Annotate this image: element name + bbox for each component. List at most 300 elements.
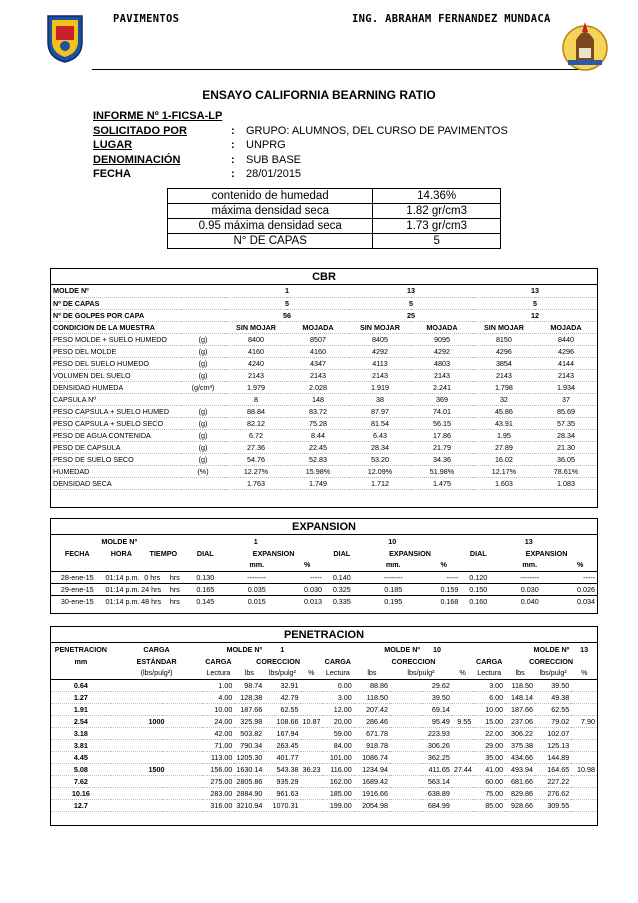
pen-m2-cell: 116.00 bbox=[322, 763, 354, 775]
cbr-cell: 4113 bbox=[349, 357, 411, 369]
pen-m3-cell: 118.50 bbox=[505, 679, 535, 691]
pen-m1-cell: 24.00 bbox=[202, 715, 234, 727]
cbr-data-row bbox=[51, 381, 597, 393]
cbr-cell: 4292 bbox=[349, 345, 411, 357]
h-lectura: Lectura bbox=[477, 668, 502, 678]
pen-m1-cell: 62.55 bbox=[264, 703, 300, 715]
cbr-row-label: PESO CAPSULA + SUELO SECO bbox=[51, 417, 181, 429]
expansion-molde-row bbox=[51, 535, 597, 547]
pen-m2-cell: 101.00 bbox=[322, 751, 354, 763]
expansion-e1p: 0.030 bbox=[303, 584, 322, 594]
cbr-cell: 75.28 bbox=[287, 417, 349, 429]
pen-data-row bbox=[51, 775, 597, 787]
cbr-cell: 83.72 bbox=[287, 405, 349, 417]
h-lectura: Lectura bbox=[206, 668, 231, 678]
cbr-cell: 2143 bbox=[473, 369, 535, 381]
pen-m1-cell: 935.29 bbox=[264, 775, 300, 787]
pen-m3-cell: 29.00 bbox=[473, 739, 505, 751]
header-expansion: EXPANSION bbox=[525, 548, 568, 558]
expansion-e2mm: 0.195 bbox=[384, 596, 403, 606]
expansion-title: EXPANSION bbox=[51, 519, 597, 535]
expansion-unit: hrs bbox=[169, 572, 180, 582]
expansion-molde-number: 10 bbox=[388, 536, 397, 546]
pen-m3-cell: 493.94 bbox=[505, 763, 535, 775]
pen-m2-cell: 59.00 bbox=[322, 727, 354, 739]
pen-m3-cell: 35.00 bbox=[473, 751, 505, 763]
cbr-cell: 6.72 bbox=[225, 429, 287, 441]
expansion-unit: hrs bbox=[169, 596, 180, 606]
capas-value: 5 bbox=[473, 297, 597, 309]
pen-data-row bbox=[51, 739, 597, 751]
pen-m1-cell: 128.38 bbox=[234, 691, 264, 703]
pen-data-row bbox=[51, 727, 597, 739]
header-carga: CARGA bbox=[324, 656, 351, 666]
expansion-unit: hrs bbox=[169, 584, 180, 594]
pen-m2-cell: 0.00 bbox=[322, 679, 354, 691]
expansion-molde-number: 13 bbox=[524, 536, 533, 546]
cbr-cell: 43.91 bbox=[473, 417, 535, 429]
cbr-cell: 2.028 bbox=[287, 381, 349, 393]
cbr-cell: 85.69 bbox=[535, 405, 597, 417]
condicion-value: SIN MOJAR bbox=[473, 321, 535, 333]
h-lectura: Lectura bbox=[325, 668, 350, 678]
cbr-cell: 1.083 bbox=[535, 477, 597, 489]
condicion-value: MOJADA bbox=[411, 321, 473, 333]
pen-m3-cell bbox=[571, 679, 597, 691]
pen-m3-cell bbox=[571, 739, 597, 751]
cbr-cell: 57.35 bbox=[535, 417, 597, 429]
expansion-e2p: 0.168 bbox=[440, 596, 459, 606]
condicion-value: MOJADA bbox=[287, 321, 349, 333]
summary-value: 1.82 gr/cm3 bbox=[373, 204, 501, 219]
pen-m1-cell: 10.87 bbox=[302, 716, 321, 726]
header-unit: (lbs/pulg²) bbox=[140, 668, 173, 678]
header-hora: HORA bbox=[110, 548, 132, 558]
header-correccion: CORECCION bbox=[256, 656, 301, 666]
penetracion-section bbox=[50, 626, 598, 826]
cbr-cell: 8440 bbox=[535, 333, 597, 345]
expansion-e2mm: -------- bbox=[383, 572, 403, 582]
penetracion-title: PENETRACION bbox=[51, 627, 597, 643]
unit-mm: mm. bbox=[385, 560, 401, 570]
cbr-cell: 4296 bbox=[535, 345, 597, 357]
pen-m1-cell: 98.74 bbox=[234, 679, 264, 691]
pen-m1-cell bbox=[301, 727, 322, 739]
pen-mm: 10.16 bbox=[51, 787, 111, 799]
pen-m3-cell: 125.13 bbox=[535, 739, 571, 751]
molde-label: MOLDE Nº bbox=[51, 285, 225, 297]
pen-m2-cell bbox=[452, 703, 473, 715]
cbr-cell: 4240 bbox=[225, 357, 287, 369]
h-lbs: lbs bbox=[515, 668, 525, 678]
cbr-row-unit: (g) bbox=[181, 405, 225, 417]
info-value: SUB BASE bbox=[246, 153, 302, 166]
pen-standard: 1500 bbox=[111, 763, 203, 775]
cbr-cell: 4292 bbox=[411, 345, 473, 357]
pen-m2-cell: 671.78 bbox=[354, 727, 390, 739]
pen-m1-cell: 4.00 bbox=[202, 691, 234, 703]
cbr-cell: 37 bbox=[535, 393, 597, 405]
unit-mm: mm. bbox=[249, 560, 265, 570]
condicion-label: CONDICION DE LA MUESTRA bbox=[51, 321, 225, 333]
pen-m1-cell bbox=[301, 775, 322, 787]
pen-m2-cell: 199.00 bbox=[322, 799, 354, 811]
cbr-cell: 8405 bbox=[349, 333, 411, 345]
expansion-e3p: 0.026 bbox=[577, 584, 595, 594]
info-label: LUGAR bbox=[93, 139, 133, 151]
golpes-value: 12 bbox=[473, 309, 597, 321]
pen-data-row bbox=[51, 715, 597, 727]
pen-m2-cell: 27.44 bbox=[453, 764, 472, 774]
header-carga: CARGA bbox=[143, 644, 170, 654]
cbr-row-label: PESO CAPSULA + SUELO HUMED bbox=[51, 405, 181, 417]
pen-m3-cell: 10.98 bbox=[571, 763, 597, 775]
summary-value: 1.73 gr/cm3 bbox=[373, 219, 501, 234]
pen-data-row bbox=[51, 679, 597, 691]
pen-molde-label: MOLDE Nº bbox=[226, 644, 263, 654]
capas-value: 5 bbox=[225, 297, 349, 309]
expansion-fecha: 29-ene-15 bbox=[60, 584, 94, 594]
pen-m1-cell: 283.00 bbox=[202, 787, 234, 799]
pen-m3-cell: 237.06 bbox=[505, 715, 535, 727]
cbr-cell: 51.98% bbox=[411, 465, 473, 477]
cbr-row-label: VOLUMEN DEL SUELO bbox=[51, 369, 181, 381]
h-lbspulg: lbs/pulg² bbox=[539, 668, 567, 678]
pen-standard bbox=[111, 751, 203, 763]
pen-m1-cell bbox=[301, 799, 322, 811]
pen-m3-cell bbox=[571, 775, 597, 787]
cbr-cell: 12.09% bbox=[349, 465, 411, 477]
pen-standard bbox=[111, 799, 203, 811]
expansion-e2p: ----- bbox=[446, 572, 459, 582]
pen-m3-cell: 62.55 bbox=[535, 703, 571, 715]
summary-label: N° DE CAPAS bbox=[168, 234, 373, 249]
pen-m1-cell bbox=[301, 679, 322, 691]
cbr-cell: 54.76 bbox=[225, 453, 287, 465]
cbr-cell: 6.43 bbox=[349, 429, 411, 441]
pen-standard bbox=[111, 787, 203, 799]
cbr-data-row bbox=[51, 357, 597, 369]
pen-m2-cell: 9.55 bbox=[452, 715, 473, 727]
pen-m2-cell: 2054.98 bbox=[354, 799, 390, 811]
cbr-data-row bbox=[51, 477, 597, 489]
pen-mm: 5.08 bbox=[51, 763, 111, 775]
condicion-value: SIN MOJAR bbox=[225, 321, 287, 333]
cbr-title: CBR bbox=[51, 269, 597, 285]
info-label: FECHA bbox=[93, 168, 131, 180]
pen-m3-cell: 79.02 bbox=[535, 715, 571, 727]
faculty-logo bbox=[560, 18, 610, 72]
pen-m3-cell: 7.90 bbox=[571, 715, 597, 727]
pen-m3-cell: 375.38 bbox=[505, 739, 535, 751]
pen-m2-cell: 1689.42 bbox=[354, 775, 390, 787]
cbr-cell: 21.79 bbox=[411, 441, 473, 453]
pen-mm: 7.62 bbox=[51, 775, 111, 787]
unit-pct: % bbox=[303, 560, 311, 570]
pen-m2-cell: 88.86 bbox=[354, 679, 390, 691]
pen-m2-cell: 411.65 bbox=[390, 763, 452, 775]
expansion-d1: 0.165 bbox=[196, 584, 215, 594]
pen-m2-cell bbox=[452, 775, 473, 787]
cbr-cell: 27.89 bbox=[473, 441, 535, 453]
expansion-e3mm: 0.040 bbox=[520, 596, 539, 606]
cbr-cell: 4160 bbox=[287, 345, 349, 357]
pen-m3-cell: 6.00 bbox=[473, 691, 505, 703]
cbr-cell: 28.34 bbox=[349, 441, 411, 453]
cbr-row-label: PESO MOLDE + SUELO HUMEDO bbox=[51, 333, 181, 345]
pen-m2-cell: 84.00 bbox=[322, 739, 354, 751]
expansion-d1: 0.130 bbox=[196, 572, 215, 582]
pen-m1-cell: 1070.31 bbox=[264, 799, 300, 811]
pen-molde-number: 13 bbox=[580, 644, 589, 654]
expansion-data-row bbox=[51, 583, 597, 595]
expansion-hora: 01:14 p.m. bbox=[105, 584, 140, 594]
expansion-header-row bbox=[51, 547, 597, 559]
molde-number: 13 bbox=[349, 285, 473, 297]
expansion-e1mm: 0.035 bbox=[247, 584, 266, 594]
molde-number: 13 bbox=[473, 285, 597, 297]
cbr-row-label: DENSIDAD HUMEDA bbox=[51, 381, 181, 393]
expansion-tiempo: 0 hrs bbox=[144, 572, 161, 582]
cbr-cell: 38 bbox=[349, 393, 411, 405]
pen-m1-cell: 3210.94 bbox=[236, 800, 263, 810]
summary-label: 0.95 máxima densidad seca bbox=[168, 219, 373, 234]
cbr-cell: 2143 bbox=[225, 369, 287, 381]
info-value: 28/01/2015 bbox=[246, 168, 302, 180]
pen-header-row bbox=[51, 643, 597, 655]
capas-row bbox=[51, 297, 597, 309]
pen-m3-cell bbox=[571, 727, 597, 739]
header-expansion: EXPANSION bbox=[389, 548, 431, 558]
pen-m1-cell bbox=[301, 691, 322, 703]
pen-m1-cell: 275.00 bbox=[202, 775, 234, 787]
expansion-d3: 0.160 bbox=[469, 596, 488, 606]
pen-m2-cell: 223.93 bbox=[390, 727, 452, 739]
info-value: UNPRG bbox=[246, 139, 286, 151]
header-penetracion: PENETRACION bbox=[54, 644, 108, 654]
cbr-cell: 1.919 bbox=[349, 381, 411, 393]
cbr-cell: 8150 bbox=[473, 333, 535, 345]
cbr-cell: 78.61% bbox=[535, 465, 597, 477]
pen-standard bbox=[111, 775, 203, 787]
summary-row bbox=[168, 204, 501, 219]
pen-m1-cell: 113.00 bbox=[202, 751, 234, 763]
pen-m2-cell: 306.26 bbox=[390, 739, 452, 751]
expansion-e1mm: 0.015 bbox=[247, 596, 266, 606]
expansion-e1p: 0.013 bbox=[303, 596, 322, 606]
pen-m2-cell: 162.00 bbox=[322, 775, 354, 787]
cbr-row-unit: (%) bbox=[181, 465, 225, 477]
pen-m3-cell: 309.55 bbox=[535, 799, 571, 811]
cbr-row-unit bbox=[181, 393, 225, 405]
cbr-cell: 45.86 bbox=[473, 405, 535, 417]
info-colon: : bbox=[231, 168, 235, 180]
pen-m2-cell: 1916.66 bbox=[354, 787, 390, 799]
cbr-cell: 32 bbox=[473, 393, 535, 405]
pen-m2-cell: 638.89 bbox=[390, 787, 452, 799]
header-engineer: ING. ABRAHAM FERNANDEZ MUNDACA bbox=[352, 13, 551, 25]
pen-data-row bbox=[51, 751, 597, 763]
pen-standard bbox=[111, 703, 203, 715]
unit-pct: % bbox=[576, 560, 584, 570]
header-dial: DIAL bbox=[333, 548, 351, 558]
header-expansion: EXPANSION bbox=[252, 548, 295, 558]
unit-mm: mm. bbox=[522, 560, 538, 570]
pen-m1-cell: 325.98 bbox=[234, 715, 264, 727]
expansion-d2: 0.335 bbox=[332, 596, 351, 606]
cbr-cell: 4296 bbox=[473, 345, 535, 357]
pen-standard bbox=[111, 739, 203, 751]
cbr-row-unit: (g) bbox=[181, 333, 225, 345]
pen-m2-cell: 95.49 bbox=[390, 715, 452, 727]
info-label: SOLICITADO POR bbox=[93, 124, 187, 137]
cbr-cell: 8.44 bbox=[287, 429, 349, 441]
pen-data-row bbox=[51, 799, 597, 811]
document-title: ENSAYO CALIFORNIA BEARNING RATIO bbox=[202, 88, 436, 102]
cbr-cell: 1.798 bbox=[473, 381, 535, 393]
expansion-unit-row bbox=[51, 559, 597, 571]
pen-m1-cell: 156.00 bbox=[202, 763, 234, 775]
cbr-cell: 8 bbox=[225, 393, 287, 405]
cbr-data-row bbox=[51, 345, 597, 357]
expansion-data-row bbox=[51, 571, 597, 583]
pen-molde-label: MOLDE Nº bbox=[533, 644, 570, 654]
expansion-d2: 0.140 bbox=[332, 572, 351, 582]
expansion-e2p: 0.159 bbox=[440, 584, 459, 594]
summary-value: 14.36% bbox=[373, 189, 501, 204]
header-correccion: CORECCION bbox=[391, 656, 436, 666]
pen-m1-cell: 401.77 bbox=[264, 751, 300, 763]
penetracion-table bbox=[51, 643, 597, 812]
pen-m3-cell: 276.62 bbox=[535, 787, 571, 799]
pen-mm: 3.81 bbox=[51, 739, 111, 751]
expansion-e3p: 0.034 bbox=[577, 596, 595, 606]
pen-m3-cell bbox=[571, 799, 597, 811]
cbr-cell: 2143 bbox=[287, 369, 349, 381]
cbr-cell: 1.603 bbox=[473, 477, 535, 489]
pen-standard bbox=[111, 727, 203, 739]
pen-m1-cell bbox=[301, 739, 322, 751]
pen-m1-cell: 10.00 bbox=[202, 703, 234, 715]
cbr-cell: 1.934 bbox=[535, 381, 597, 393]
pen-m3-cell: 3.00 bbox=[473, 679, 505, 691]
pen-m3-cell: 829.86 bbox=[505, 787, 535, 799]
expansion-fecha: 30-ene-15 bbox=[60, 596, 94, 606]
cbr-data-row bbox=[51, 441, 597, 453]
cbr-data-row bbox=[51, 333, 597, 345]
pen-m1-cell: 108.66 bbox=[264, 715, 300, 727]
unit-pct: % bbox=[440, 560, 447, 570]
pen-m2-cell: 39.50 bbox=[390, 691, 452, 703]
capas-value: 5 bbox=[349, 297, 473, 309]
pen-molde-number: 1 bbox=[280, 644, 285, 654]
info-value: GRUPO: ALUMNOS, DEL CURSO DE PAVIMENTOS bbox=[246, 124, 508, 137]
pen-standard bbox=[111, 679, 203, 691]
expansion-hora: 01:14 p.m. bbox=[105, 572, 140, 582]
cbr-cell: 12.27% bbox=[225, 465, 287, 477]
info-colon: : bbox=[231, 124, 235, 137]
molde-row bbox=[51, 285, 597, 297]
expansion-tiempo: 48 hrs bbox=[141, 596, 162, 606]
expansion-e1p: ----- bbox=[310, 572, 322, 582]
cbr-data-row bbox=[51, 429, 597, 441]
cbr-cell: 4347 bbox=[287, 357, 349, 369]
cbr-section bbox=[50, 268, 598, 508]
header-carga: CARGA bbox=[205, 656, 232, 666]
pen-m3-cell: 102.07 bbox=[535, 727, 571, 739]
cbr-cell: 4803 bbox=[411, 357, 473, 369]
pen-m1-cell: 36.23 bbox=[302, 764, 321, 774]
cbr-cell: 4160 bbox=[225, 345, 287, 357]
pen-m3-cell: 60.00 bbox=[473, 775, 505, 787]
pen-m2-cell: 918.78 bbox=[354, 739, 390, 751]
pen-standard: 1000 bbox=[111, 715, 203, 727]
pen-mm: 1.27 bbox=[51, 691, 111, 703]
cbr-row-unit: (g) bbox=[181, 429, 225, 441]
pen-m3-cell: 187.66 bbox=[505, 703, 535, 715]
cbr-cell: 28.34 bbox=[535, 429, 597, 441]
header-dial: DIAL bbox=[196, 548, 214, 558]
pen-m1-cell: 543.38 bbox=[264, 763, 300, 775]
cbr-row-unit: (g/cm³) bbox=[181, 381, 225, 393]
pen-m1-cell: 187.66 bbox=[234, 703, 264, 715]
h-pct: % bbox=[459, 668, 466, 678]
summary-label: máxima densidad seca bbox=[168, 204, 373, 219]
pen-subheader-row bbox=[51, 655, 597, 667]
cbr-row-label: PESO DE AGUA CONTENIDA bbox=[51, 429, 181, 441]
pen-m3-cell bbox=[571, 787, 597, 799]
pen-mm: 12.7 bbox=[51, 799, 111, 811]
pen-m1-cell: 263.45 bbox=[264, 739, 300, 751]
pen-m3-cell: 144.89 bbox=[535, 751, 571, 763]
expansion-molde-number: 1 bbox=[253, 536, 258, 546]
pen-mm: 3.18 bbox=[51, 727, 111, 739]
h-lbspulg: lbs/pulg² bbox=[268, 668, 296, 678]
cbr-cell: 1.979 bbox=[225, 381, 287, 393]
cbr-row-label: PESO DEL MOLDE bbox=[51, 345, 181, 357]
expansion-tiempo: 24 hrs bbox=[141, 584, 162, 594]
cbr-cell: 74.01 bbox=[411, 405, 473, 417]
pen-m1-cell: 2884.90 bbox=[236, 788, 263, 798]
info-label: DENOMINACIÓN bbox=[93, 153, 181, 166]
pen-m2-cell: 286.46 bbox=[354, 715, 390, 727]
pen-m2-cell bbox=[452, 727, 473, 739]
pen-m1-cell: 167.94 bbox=[264, 727, 300, 739]
cbr-cell: 1.95 bbox=[473, 429, 535, 441]
cbr-row-unit: (g) bbox=[181, 453, 225, 465]
pen-m3-cell: 148.14 bbox=[505, 691, 535, 703]
header-carga: CARGA bbox=[476, 656, 503, 666]
cbr-data-row bbox=[51, 405, 597, 417]
summary-row bbox=[168, 189, 501, 204]
pen-m3-cell: 10.00 bbox=[473, 703, 505, 715]
pen-m1-cell bbox=[301, 703, 322, 715]
pen-m3-cell: 15.00 bbox=[473, 715, 505, 727]
pen-m1-cell: 32.91 bbox=[264, 679, 300, 691]
cbr-table bbox=[51, 285, 597, 490]
pen-m3-cell bbox=[571, 751, 597, 763]
pen-m1-cell: 71.00 bbox=[202, 739, 234, 751]
expansion-section bbox=[50, 518, 598, 614]
condicion-value: MOJADA bbox=[535, 321, 597, 333]
condicion-value: SIN MOJAR bbox=[349, 321, 411, 333]
golpes-value: 56 bbox=[225, 309, 349, 321]
capas-label: Nº DE CAPAS bbox=[51, 297, 225, 309]
pen-m2-cell: 29.62 bbox=[390, 679, 452, 691]
pen-m2-cell: 1086.74 bbox=[354, 751, 390, 763]
molde-number: 1 bbox=[225, 285, 349, 297]
cbr-cell: 56.15 bbox=[411, 417, 473, 429]
